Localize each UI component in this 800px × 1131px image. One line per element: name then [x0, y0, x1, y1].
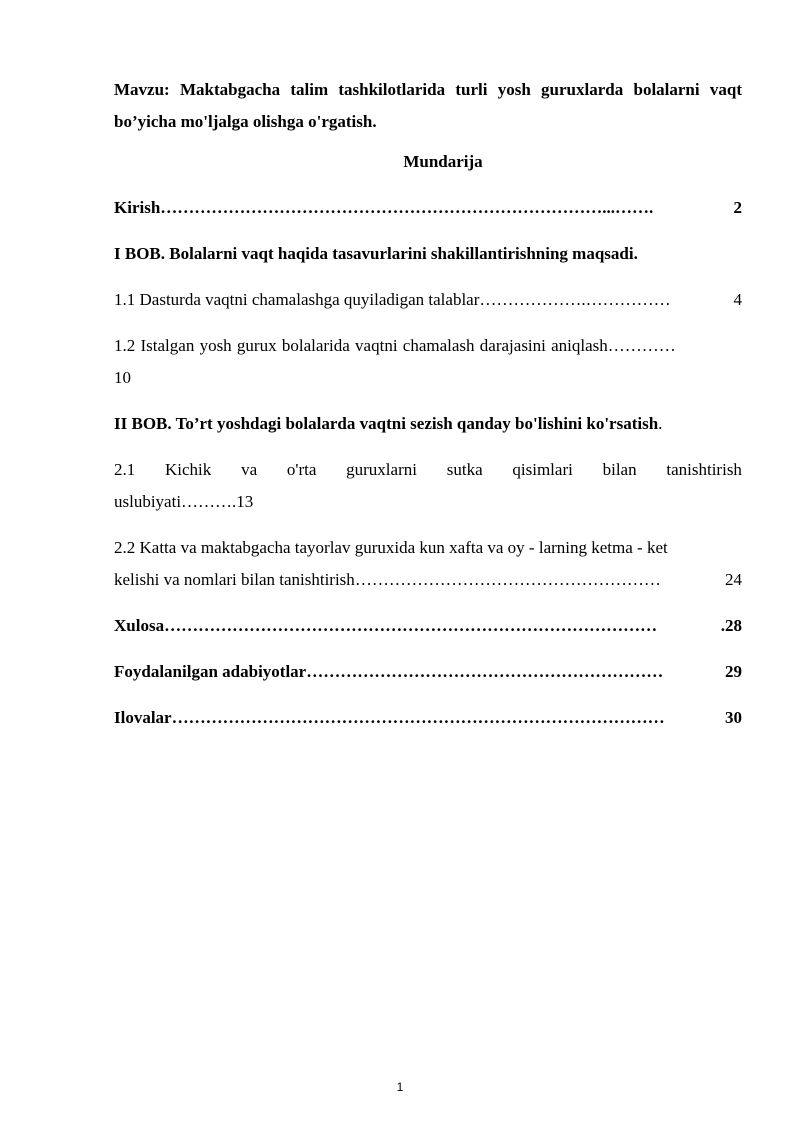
- toc-entry-line: 1.2 Istalgan yosh gurux bolalarida vaqtni chamalash darajasini aniqlash…………: [114, 336, 676, 355]
- page-number: 1: [396, 1080, 404, 1094]
- toc-page-number: .28: [720, 616, 742, 635]
- toc-entry-label: Kirish: [114, 198, 161, 217]
- toc-entry-kirish[interactable]: [114, 192, 742, 224]
- toc-entry-label: 1.1 Dasturda vaqtni chamalashga quyiladigan talablar: [114, 290, 480, 309]
- toc-entry-line: uslubiyati……….13: [114, 492, 254, 511]
- toc-entry-line: [114, 564, 742, 596]
- toc-entry-foydalanilgan[interactable]: [114, 656, 742, 688]
- toc-leader-dots: ……………………………………………………………………...…….: [160, 198, 654, 217]
- toc-leader-dots: ……………………………………………………………………………: [164, 616, 658, 635]
- toc-word: Kichik: [165, 460, 212, 479]
- toc-entry-line: [114, 454, 742, 486]
- toc-entry-1-2[interactable]: [114, 330, 742, 394]
- toc-entry-label: kelishi va nomlari bilan tanishtirish: [114, 570, 355, 589]
- toc-leader-dots: ……………….……………: [479, 290, 671, 309]
- toc-word: 2.1: [114, 460, 136, 479]
- toc-page-number: 2: [733, 198, 742, 217]
- toc-entry-xulosa[interactable]: [114, 610, 742, 642]
- toc-word: o'rta: [286, 460, 317, 479]
- toc-word: va: [241, 460, 258, 479]
- toc-entry-1-1[interactable]: [114, 284, 742, 316]
- document-title: Mavzu: Maktabgacha talim tashkilotlarida turli yosh guruxlarda bolalarni vaqt bo’yicha mo'ljalga olishga o'rgatish.: [114, 80, 742, 131]
- toc-entry-label: Ilovalar: [114, 708, 172, 727]
- toc-word: guruxlarni: [346, 460, 417, 479]
- toc-page-number: 30: [725, 708, 742, 727]
- toc-entry-line: 2.2 Katta va maktabgacha tayorlav guruxida kun xafta va oy - larning ketma - ket: [114, 538, 668, 557]
- toc-leader-dots: ………………………………………………: [354, 570, 661, 589]
- toc-entry-label: II BOB. To’rt yoshdagi bolalarda vaqtni sezish qanday bo'lishini ko'rsatish: [114, 414, 659, 433]
- toc-entry-ilovalar[interactable]: [114, 702, 742, 734]
- toc-entry-bob1[interactable]: I BOB. Bolalarni vaqt haqida tasavurlarini shakillantirishning maqsadi.: [114, 244, 638, 263]
- toc-page-number: 24: [725, 570, 742, 589]
- toc-entry-2-1[interactable]: [114, 454, 742, 518]
- toc-entry-2-2[interactable]: [114, 532, 742, 596]
- toc-entry-bob2[interactable]: [114, 408, 742, 440]
- document-page: [114, 74, 742, 748]
- toc-leader-dots: ………………………………………………………: [306, 662, 664, 681]
- toc-word: bilan: [602, 460, 637, 479]
- toc-leader-dots: ……………………………………………………………………………: [171, 708, 665, 727]
- toc-heading: Mundarija: [403, 152, 483, 171]
- toc-entry-label: Foydalanilgan adabiyotlar: [114, 662, 307, 681]
- toc-word: tanishtirish: [666, 460, 742, 479]
- toc-entry-tail: .: [658, 414, 663, 433]
- toc-page-number: 29: [725, 662, 742, 681]
- toc-entry-label: Xulosa: [114, 616, 165, 635]
- toc-page-number: 10: [114, 368, 131, 387]
- toc-word: sutka: [446, 460, 483, 479]
- toc-page-number: 4: [733, 290, 742, 309]
- toc-word: qisimlari: [512, 460, 573, 479]
